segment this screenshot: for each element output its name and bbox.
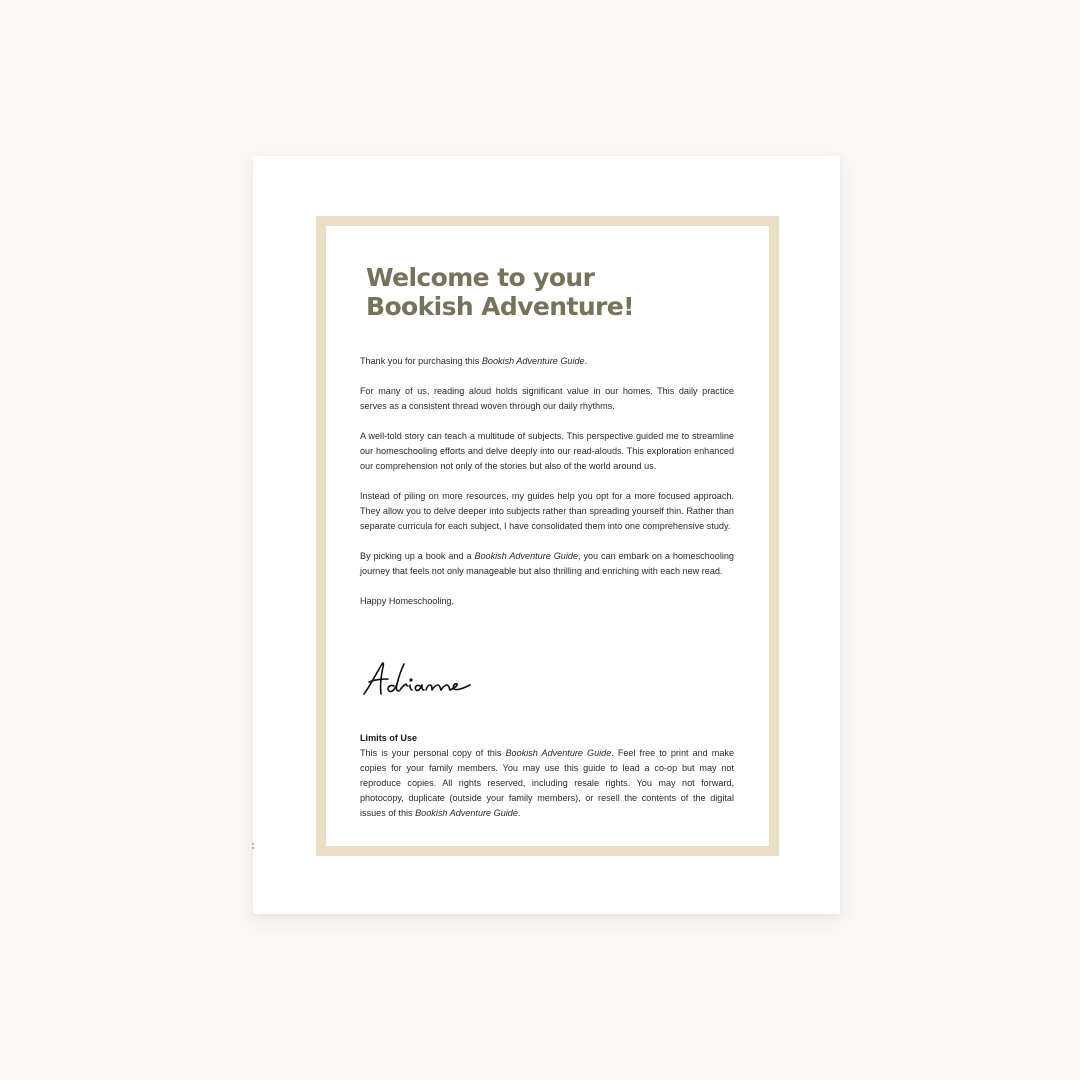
closing-salutation: Happy Homeschooling, [360, 596, 455, 606]
handwritten-signature [360, 658, 490, 700]
limits-text: This is your personal copy of this Bookish Adventure Guide. Feel free to print and make copies for your family members. You may use this guide to lead a co-op but may not reproduce copies. All rights reserved, including resale rights. You may not forward, photocopy, duplicate (outside your family members), or resell the contents of the digital issues of this Bookish Adventure Guide. [360, 748, 735, 818]
limits-heading: Limits of Use [360, 733, 418, 743]
page-border-frame [316, 216, 779, 856]
guide-name: Bookish Adventure Guide [415, 808, 518, 818]
title-line-2: Bookish Adventure! [366, 292, 634, 321]
paragraph-focused-approach: Instead of piling on more resources, my guides help you opt for a more focused approach. They allow you to delve deeper into subjects rather than spreading yourself thin. Rather than separate curricula for each subject, I have consolidated them into one comprehensive study. [360, 491, 734, 531]
edge-dots [252, 843, 256, 853]
limits-of-use-section [360, 731, 734, 821]
document-page [253, 156, 840, 914]
letter-body [360, 354, 734, 624]
page-title [366, 263, 746, 321]
paragraph-reading-aloud: For many of us, reading aloud holds significant value in our homes. This daily practice serves as a consistent thread woven through our daily rhythms. [360, 386, 734, 411]
paragraph-picking-up-a-book: By picking up a book and a Bookish Adventure Guide, you can embark on a homeschooling journey that feels not only manageable but also thrilling and enriching with each new read. [360, 551, 734, 576]
paragraph-thanks: Thank you for purchasing this Bookish Adventure Guide. [360, 356, 588, 366]
paragraph-well-told-story: A well-told story can teach a multitude of subjects. This perspective guided me to streamline our homeschooling efforts and delve deeply into our read-alouds. This exploration enhanced our comprehension not only of the stories but also of the world around us. [360, 431, 734, 471]
guide-name: Bookish Adventure Guide [505, 748, 612, 758]
guide-name: Bookish Adventure Guide [481, 356, 585, 366]
title-line-1: Welcome to your [366, 263, 595, 292]
guide-name: Bookish Adventure Guide [474, 551, 578, 561]
